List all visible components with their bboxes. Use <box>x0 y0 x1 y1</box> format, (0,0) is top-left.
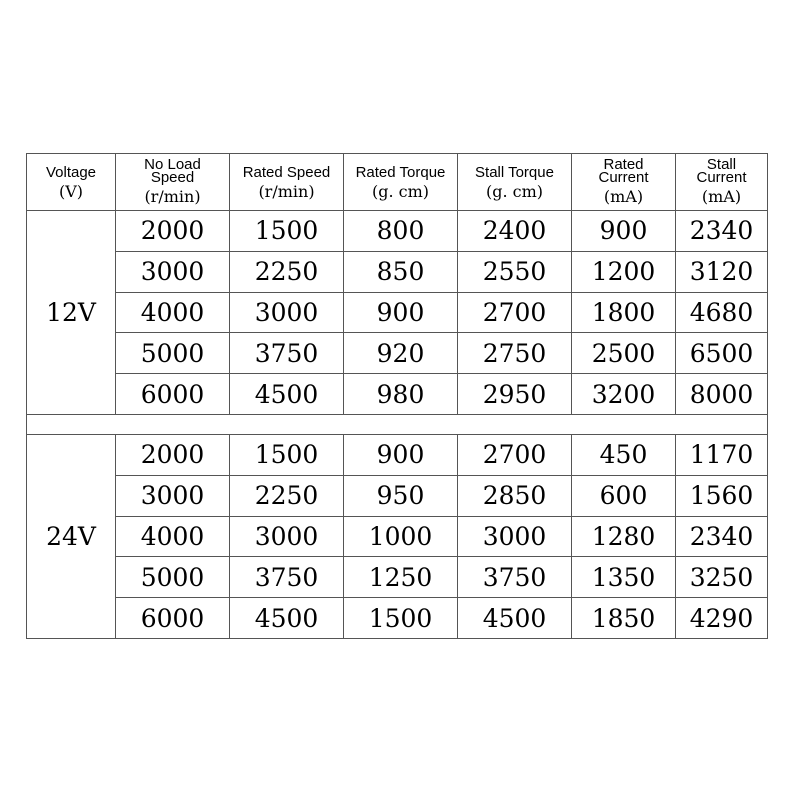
group-separator <box>27 414 768 434</box>
cell-rated-current: 2500 <box>572 333 676 374</box>
cell-rated-current: 1280 <box>572 516 676 557</box>
cell-rated-current: 450 <box>572 434 676 475</box>
header-rated-torque: Rated Torque (g. cm) <box>344 154 458 211</box>
table-row <box>27 374 768 415</box>
voltage-cell-24v: 24V <box>27 434 116 638</box>
cell-stall-torque: 2750 <box>458 333 572 374</box>
cell-no-load-speed: 3000 <box>116 251 230 292</box>
table-row <box>27 434 768 475</box>
cell-stall-torque: 3000 <box>458 516 572 557</box>
cell-rated-current: 900 <box>572 211 676 252</box>
cell-no-load-speed: 3000 <box>116 475 230 516</box>
cell-stall-current: 4680 <box>676 292 768 333</box>
motor-spec-table <box>26 153 768 639</box>
cell-stall-torque: 2400 <box>458 211 572 252</box>
cell-no-load-speed: 4000 <box>116 292 230 333</box>
cell-stall-torque: 2700 <box>458 292 572 333</box>
cell-rated-current: 1350 <box>572 557 676 598</box>
cell-rated-torque: 1500 <box>344 598 458 639</box>
cell-rated-speed: 4500 <box>230 374 344 415</box>
table-row <box>27 251 768 292</box>
cell-stall-current: 8000 <box>676 374 768 415</box>
cell-no-load-speed: 6000 <box>116 374 230 415</box>
group-separator-row <box>27 414 768 434</box>
cell-rated-speed: 1500 <box>230 434 344 475</box>
cell-rated-speed: 3750 <box>230 333 344 374</box>
cell-stall-torque: 4500 <box>458 598 572 639</box>
cell-stall-torque: 2550 <box>458 251 572 292</box>
cell-stall-current: 3250 <box>676 557 768 598</box>
cell-rated-speed: 1500 <box>230 211 344 252</box>
cell-stall-current: 1560 <box>676 475 768 516</box>
cell-rated-speed: 3000 <box>230 516 344 557</box>
cell-rated-speed: 3750 <box>230 557 344 598</box>
cell-rated-speed: 3000 <box>230 292 344 333</box>
cell-no-load-speed: 2000 <box>116 211 230 252</box>
cell-rated-current: 600 <box>572 475 676 516</box>
cell-stall-current: 3120 <box>676 251 768 292</box>
cell-rated-torque: 800 <box>344 211 458 252</box>
cell-rated-torque: 950 <box>344 475 458 516</box>
header-no-load-speed: No Load Speed (r/min) <box>116 154 230 211</box>
header-stall-current: Stall Current (mA) <box>676 154 768 211</box>
cell-no-load-speed: 2000 <box>116 434 230 475</box>
cell-stall-torque: 2950 <box>458 374 572 415</box>
table-row <box>27 333 768 374</box>
cell-stall-current: 4290 <box>676 598 768 639</box>
cell-rated-torque: 920 <box>344 333 458 374</box>
voltage-cell-12v: 12V <box>27 211 116 415</box>
cell-rated-current: 3200 <box>572 374 676 415</box>
header-rated-current: Rated Current (mA) <box>572 154 676 211</box>
cell-rated-torque: 980 <box>344 374 458 415</box>
cell-rated-torque: 900 <box>344 434 458 475</box>
cell-rated-current: 1850 <box>572 598 676 639</box>
header-row <box>27 154 768 211</box>
header-stall-torque: Stall Torque (g. cm) <box>458 154 572 211</box>
cell-rated-current: 1200 <box>572 251 676 292</box>
cell-stall-current: 2340 <box>676 516 768 557</box>
cell-rated-torque: 900 <box>344 292 458 333</box>
cell-stall-current: 1170 <box>676 434 768 475</box>
table-row <box>27 516 768 557</box>
table-row <box>27 475 768 516</box>
cell-stall-current: 6500 <box>676 333 768 374</box>
table-row <box>27 211 768 252</box>
cell-stall-torque: 3750 <box>458 557 572 598</box>
cell-rated-torque: 850 <box>344 251 458 292</box>
table-row <box>27 598 768 639</box>
cell-stall-current: 2340 <box>676 211 768 252</box>
cell-no-load-speed: 5000 <box>116 333 230 374</box>
cell-rated-speed: 2250 <box>230 475 344 516</box>
cell-rated-torque: 1000 <box>344 516 458 557</box>
cell-rated-speed: 4500 <box>230 598 344 639</box>
header-rated-speed: Rated Speed (r/min) <box>230 154 344 211</box>
cell-stall-torque: 2850 <box>458 475 572 516</box>
cell-no-load-speed: 6000 <box>116 598 230 639</box>
header-voltage: Voltage (V) <box>27 154 116 211</box>
cell-rated-current: 1800 <box>572 292 676 333</box>
cell-no-load-speed: 5000 <box>116 557 230 598</box>
cell-no-load-speed: 4000 <box>116 516 230 557</box>
cell-rated-speed: 2250 <box>230 251 344 292</box>
cell-stall-torque: 2700 <box>458 434 572 475</box>
cell-rated-torque: 1250 <box>344 557 458 598</box>
table-row <box>27 292 768 333</box>
table-row <box>27 557 768 598</box>
